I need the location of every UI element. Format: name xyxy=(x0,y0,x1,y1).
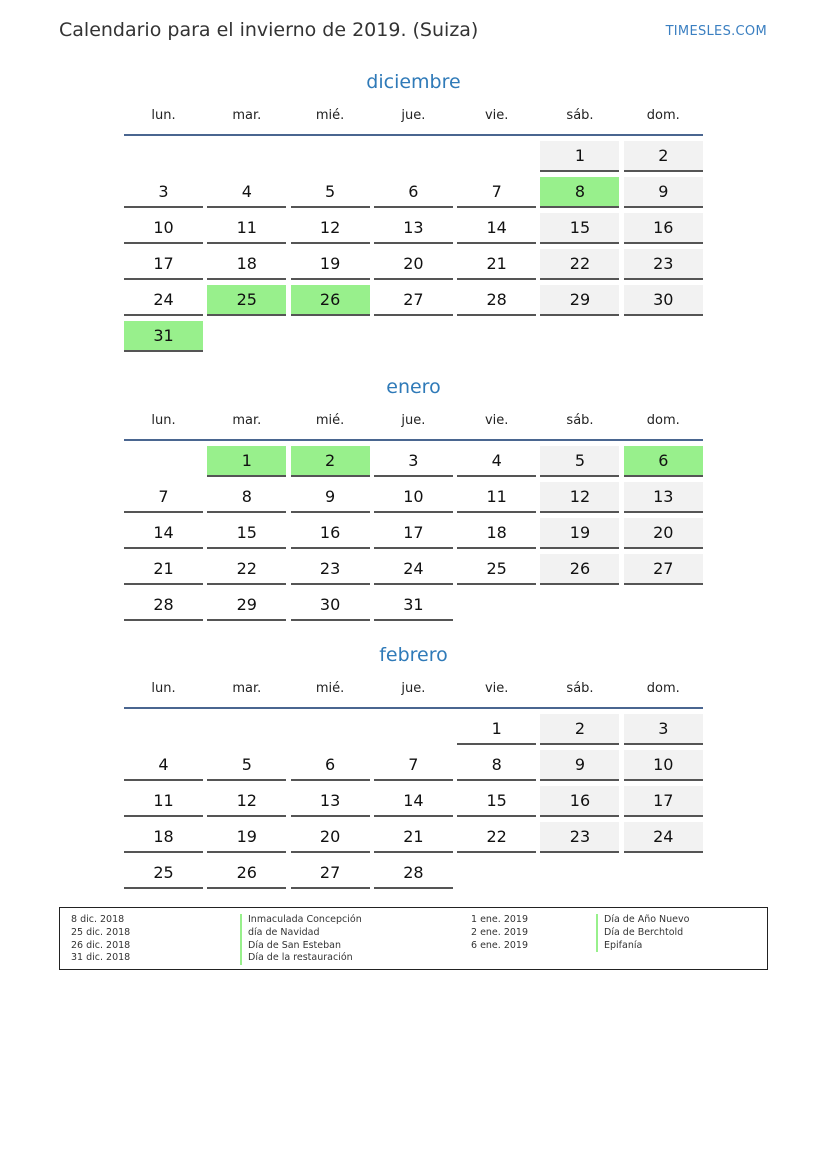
day-cell[interactable]: 20 xyxy=(374,249,453,280)
day-cell[interactable]: 22 xyxy=(207,554,286,585)
day-cell[interactable]: 16 xyxy=(291,518,370,549)
day-cell[interactable]: 7 xyxy=(457,177,536,208)
day-cell[interactable]: 17 xyxy=(374,518,453,549)
day-cell[interactable]: 19 xyxy=(207,822,286,853)
empty-cell xyxy=(374,141,453,170)
weekday-label: mar. xyxy=(232,681,262,696)
day-cell[interactable]: 17 xyxy=(124,249,203,280)
day-cell[interactable]: 18 xyxy=(457,518,536,549)
day-grid xyxy=(124,141,703,352)
day-cell[interactable]: 23 xyxy=(624,249,703,280)
day-cell[interactable]: 24 xyxy=(124,285,203,316)
legend-right-dates xyxy=(471,914,528,952)
weekday-header xyxy=(124,106,703,134)
holiday-day-cell[interactable]: 2 xyxy=(291,446,370,477)
legend-date: 2 ene. 2019 xyxy=(471,926,528,938)
day-cell[interactable]: 15 xyxy=(540,213,619,244)
day-cell[interactable]: 14 xyxy=(374,786,453,817)
month-enero xyxy=(124,373,703,621)
holiday-legend xyxy=(59,907,768,970)
day-cell[interactable]: 5 xyxy=(540,446,619,477)
day-cell[interactable]: 3 xyxy=(624,714,703,745)
day-cell[interactable]: 29 xyxy=(207,590,286,621)
empty-cell xyxy=(291,714,370,743)
day-cell[interactable]: 16 xyxy=(624,213,703,244)
day-cell[interactable]: 31 xyxy=(374,590,453,621)
day-cell[interactable]: 4 xyxy=(124,750,203,781)
day-cell[interactable]: 24 xyxy=(374,554,453,585)
weekday-label: lun. xyxy=(151,681,176,696)
day-cell[interactable]: 5 xyxy=(207,750,286,781)
day-cell[interactable]: 12 xyxy=(207,786,286,817)
holiday-day-cell[interactable]: 31 xyxy=(124,321,203,352)
legend-date: 25 dic. 2018 xyxy=(71,926,131,938)
legend-holiday-name: día de Navidad xyxy=(240,927,362,940)
empty-cell xyxy=(124,141,203,170)
day-cell[interactable]: 2 xyxy=(624,141,703,172)
day-cell[interactable]: 3 xyxy=(124,177,203,208)
day-cell[interactable]: 20 xyxy=(291,822,370,853)
day-cell[interactable]: 27 xyxy=(374,285,453,316)
weekday-label: vie. xyxy=(484,681,509,696)
day-cell[interactable]: 11 xyxy=(124,786,203,817)
day-cell[interactable]: 15 xyxy=(457,786,536,817)
day-cell[interactable]: 7 xyxy=(124,482,203,513)
legend-date: 6 ene. 2019 xyxy=(471,939,528,951)
weekday-label: dom. xyxy=(646,108,680,123)
day-cell[interactable]: 9 xyxy=(291,482,370,513)
day-cell[interactable]: 14 xyxy=(124,518,203,549)
day-cell[interactable]: 4 xyxy=(207,177,286,208)
legend-holiday-name: Epifanía xyxy=(596,940,689,953)
month-diciembre xyxy=(124,68,703,352)
day-cell[interactable]: 28 xyxy=(124,590,203,621)
day-cell[interactable]: 6 xyxy=(291,750,370,781)
day-cell[interactable]: 21 xyxy=(457,249,536,280)
day-cell[interactable]: 21 xyxy=(374,822,453,853)
day-cell[interactable]: 11 xyxy=(207,213,286,244)
day-cell[interactable]: 20 xyxy=(624,518,703,549)
day-cell[interactable]: 8 xyxy=(207,482,286,513)
legend-date: 1 ene. 2019 xyxy=(471,914,528,925)
day-cell[interactable]: 15 xyxy=(207,518,286,549)
weekday-header xyxy=(124,679,703,707)
day-cell[interactable]: 27 xyxy=(624,554,703,585)
day-cell[interactable]: 25 xyxy=(124,858,203,889)
day-cell[interactable]: 29 xyxy=(540,285,619,316)
day-cell[interactable]: 18 xyxy=(124,822,203,853)
legend-holiday-name: Día de la restauración xyxy=(240,952,362,965)
brand-logo[interactable]: TIMESLES.COM xyxy=(665,24,767,39)
day-cell[interactable]: 23 xyxy=(291,554,370,585)
legend-holiday-name: Día de Año Nuevo xyxy=(596,914,689,927)
legend-left-names xyxy=(240,914,362,965)
day-cell[interactable]: 9 xyxy=(540,750,619,781)
day-cell[interactable]: 24 xyxy=(624,822,703,853)
weekday-label: jue. xyxy=(401,413,426,428)
day-cell[interactable]: 6 xyxy=(374,177,453,208)
weekday-label: mié. xyxy=(315,108,345,123)
holiday-day-cell[interactable]: 25 xyxy=(207,285,286,316)
month-name: diciembre xyxy=(366,71,461,93)
header-rule xyxy=(124,134,703,136)
weekday-label: jue. xyxy=(401,681,426,696)
day-cell[interactable]: 19 xyxy=(540,518,619,549)
holiday-day-cell[interactable]: 1 xyxy=(207,446,286,477)
day-cell[interactable]: 18 xyxy=(207,249,286,280)
empty-cell xyxy=(124,446,203,475)
weekday-label: jue. xyxy=(401,108,426,123)
day-cell[interactable]: 21 xyxy=(124,554,203,585)
day-cell[interactable]: 3 xyxy=(374,446,453,477)
weekday-label: sáb. xyxy=(566,681,594,696)
weekday-label: dom. xyxy=(646,681,680,696)
weekday-label: vie. xyxy=(484,108,509,123)
empty-cell xyxy=(291,141,370,170)
weekday-label: mar. xyxy=(232,108,262,123)
page-title: Calendario para el invierno de 2019. (Suiza) xyxy=(59,19,479,41)
legend-right-names xyxy=(596,914,689,952)
holiday-day-cell[interactable]: 6 xyxy=(624,446,703,477)
day-cell[interactable]: 19 xyxy=(291,249,370,280)
day-cell[interactable]: 8 xyxy=(457,750,536,781)
holiday-day-cell[interactable]: 8 xyxy=(540,177,619,208)
weekday-label: vie. xyxy=(484,413,509,428)
day-cell[interactable]: 10 xyxy=(374,482,453,513)
day-cell[interactable]: 10 xyxy=(624,750,703,781)
empty-cell xyxy=(124,714,203,743)
weekday-label: lun. xyxy=(151,413,176,428)
legend-left-dates xyxy=(71,914,130,965)
empty-cell xyxy=(207,141,286,170)
day-cell[interactable]: 30 xyxy=(291,590,370,621)
header-rule xyxy=(124,707,703,709)
legend-holiday-name: Día de San Esteban xyxy=(240,940,362,953)
day-grid xyxy=(124,714,703,889)
day-cell[interactable]: 22 xyxy=(457,822,536,853)
legend-date: 26 dic. 2018 xyxy=(71,939,131,951)
day-cell[interactable]: 12 xyxy=(291,213,370,244)
month-febrero xyxy=(124,641,703,889)
day-cell[interactable]: 25 xyxy=(457,554,536,585)
day-cell[interactable]: 11 xyxy=(457,482,536,513)
weekday-label: mié. xyxy=(315,413,345,428)
day-cell[interactable]: 22 xyxy=(540,249,619,280)
day-cell[interactable]: 27 xyxy=(291,858,370,889)
legend-date: 8 dic. 2018 xyxy=(71,914,125,925)
legend-date: 31 dic. 2018 xyxy=(71,952,131,964)
header-rule xyxy=(124,439,703,441)
day-cell[interactable]: 30 xyxy=(624,285,703,316)
weekday-label: mar. xyxy=(232,413,262,428)
weekday-label: sáb. xyxy=(566,413,594,428)
empty-cell xyxy=(457,141,536,170)
day-cell[interactable]: 7 xyxy=(374,750,453,781)
legend-holiday-name: Día de Berchtold xyxy=(596,927,689,940)
day-cell[interactable]: 14 xyxy=(457,213,536,244)
day-cell[interactable]: 1 xyxy=(457,714,536,745)
day-cell[interactable]: 13 xyxy=(291,786,370,817)
day-cell[interactable]: 26 xyxy=(207,858,286,889)
day-grid xyxy=(124,446,703,621)
day-cell[interactable]: 13 xyxy=(624,482,703,513)
day-cell[interactable]: 13 xyxy=(374,213,453,244)
day-cell[interactable]: 26 xyxy=(540,554,619,585)
day-cell[interactable]: 17 xyxy=(624,786,703,817)
day-cell[interactable]: 28 xyxy=(374,858,453,889)
empty-cell xyxy=(207,714,286,743)
day-cell[interactable]: 1 xyxy=(540,141,619,172)
weekday-label: lun. xyxy=(151,108,176,123)
weekday-header xyxy=(124,411,703,439)
weekday-label: dom. xyxy=(646,413,680,428)
holiday-day-cell[interactable]: 26 xyxy=(291,285,370,316)
empty-cell xyxy=(374,714,453,743)
day-cell[interactable]: 9 xyxy=(624,177,703,208)
day-cell[interactable]: 23 xyxy=(540,822,619,853)
weekday-label: sáb. xyxy=(566,108,594,123)
day-cell[interactable]: 28 xyxy=(457,285,536,316)
legend-holiday-name: Inmaculada Concepción xyxy=(240,914,362,927)
day-cell[interactable]: 12 xyxy=(540,482,619,513)
day-cell[interactable]: 10 xyxy=(124,213,203,244)
month-name: enero xyxy=(386,376,441,398)
weekday-label: mié. xyxy=(315,681,345,696)
day-cell[interactable]: 4 xyxy=(457,446,536,477)
day-cell[interactable]: 16 xyxy=(540,786,619,817)
day-cell[interactable]: 5 xyxy=(291,177,370,208)
day-cell[interactable]: 2 xyxy=(540,714,619,745)
month-name: febrero xyxy=(379,644,448,666)
